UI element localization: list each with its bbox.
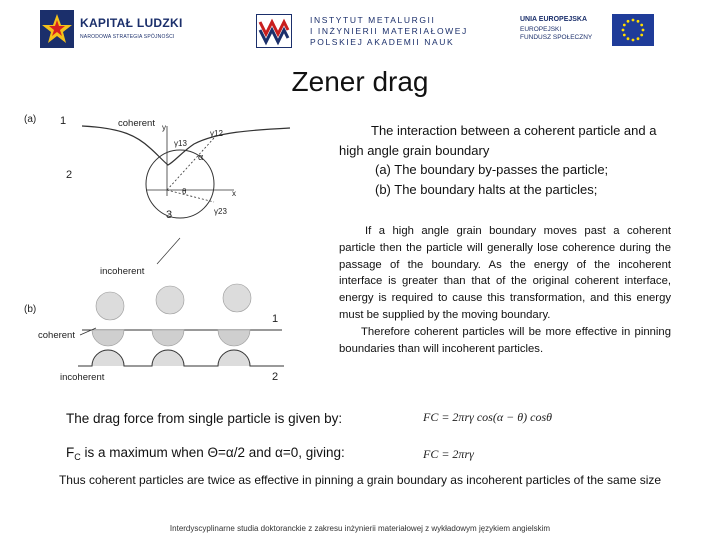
figure-coherent-label-b: coherent (38, 330, 75, 341)
gamma13-label: γ13 (174, 139, 187, 148)
figure-b-grain-2: 2 (272, 371, 279, 383)
paragraph-1: If a high angle grain boundary moves past a coherent particle then the particle will generally lose coherence during the passage of the boundary. As the energy of the incoherent interface is greater than that of the original coherent interface, energy is required to cause this transformation, and this energy must be supplied by the moving boundary. (339, 225, 671, 321)
figure-b-grain-1: 1 (272, 313, 279, 325)
figure-incoherent-label-b: incoherent (60, 372, 105, 383)
figure-a-grain-2: 2 (66, 169, 73, 181)
slide-title: Zener drag (291, 66, 429, 97)
institute-logo (256, 14, 468, 50)
formula1-text: FC = 2πrγ cos(α − θ) cosθ (423, 410, 553, 424)
figure-incoherent-label-a: incoherent (100, 266, 145, 277)
theta-label: θ (182, 187, 187, 196)
fmax-sub: C (74, 452, 81, 462)
institute-line-1: INSTYTUT METALURGII (310, 15, 436, 25)
figure-a-grain-1: 1 (60, 115, 67, 127)
figure-a-grain-3: 3 (166, 209, 173, 221)
explanation-paragraph (339, 223, 671, 357)
x-label: x (232, 189, 236, 198)
kapital-ludzki-logo (38, 6, 198, 52)
particle-circle (146, 150, 214, 218)
kapital-ludzki-star-icon (38, 8, 76, 50)
eu-fund (520, 26, 592, 42)
intro-option-b: (b) The boundary halts at the particles; (375, 181, 598, 197)
figure-label-b: (b) (24, 304, 37, 315)
formula2-text: FC = 2πrγ (423, 447, 474, 461)
kapital-ludzki-title: KAPITAŁ LUDZKI (80, 16, 183, 30)
eu-stars-icon (612, 14, 654, 46)
gamma12-label: γ12 (210, 129, 223, 138)
intro-text (339, 121, 679, 199)
figure-label-a: (a) (24, 114, 37, 125)
drag-force-text: The drag force from single particle is given by: (66, 411, 343, 426)
zener-drag-figure (22, 110, 338, 390)
kapital-ludzki-subtitle: NARODOWA STRATEGIA SPÓJNOŚCI (80, 34, 175, 40)
eu-line-1: EUROPEJSKI (520, 26, 562, 33)
fmax-text (66, 445, 345, 460)
y-label: y (162, 123, 166, 132)
gamma23-label: γ23 (214, 207, 227, 216)
eu-title: UNIA EUROPEJSKA (520, 16, 588, 23)
fmax-f: F (66, 445, 75, 460)
figure-coherent-label-a: coherent (118, 118, 155, 129)
particle-row-bottom (78, 350, 284, 366)
particle-row-middle (92, 330, 250, 346)
fmax-rest: is a maximum when Θ=α/2 and α=0, giving: (80, 445, 345, 460)
footer-text: Interdyscyplinarne studia doktoranckie z zakresu inżynierii materiałowej z wykładowym językiem angielskim (169, 524, 551, 533)
paragraph-2: Therefore coherent particles will be more effective in pinning boundaries than will incoherent particles. (339, 325, 671, 355)
drag-force-formula (419, 404, 599, 430)
eu-flag (612, 14, 654, 46)
particle-row-top (96, 284, 251, 320)
radius-line (167, 190, 214, 202)
intro-lead: The interaction between a coherent particle and a high angle grain boundary (339, 123, 657, 158)
alpha-label: α (198, 152, 204, 162)
eu-logo (508, 8, 658, 52)
max-force-formula (419, 441, 519, 467)
intro-option-a: (a) The boundary by-passes the particle; (375, 162, 609, 177)
incoherent-pointer (157, 238, 180, 264)
institute-line-2: I INŻYNIERII MATERIAŁOWEJ (310, 26, 468, 36)
institute-line-3: POLSKIEJ AKADEMII NAUK (310, 37, 455, 47)
eu-line-2: FUNDUSZ SPOŁECZNY (520, 34, 593, 41)
conclusion-text: Thus coherent particles are twice as effective in pinning a grain boundary as incoherent particles of the same size (58, 473, 662, 487)
institute-emblem-icon (256, 14, 292, 48)
